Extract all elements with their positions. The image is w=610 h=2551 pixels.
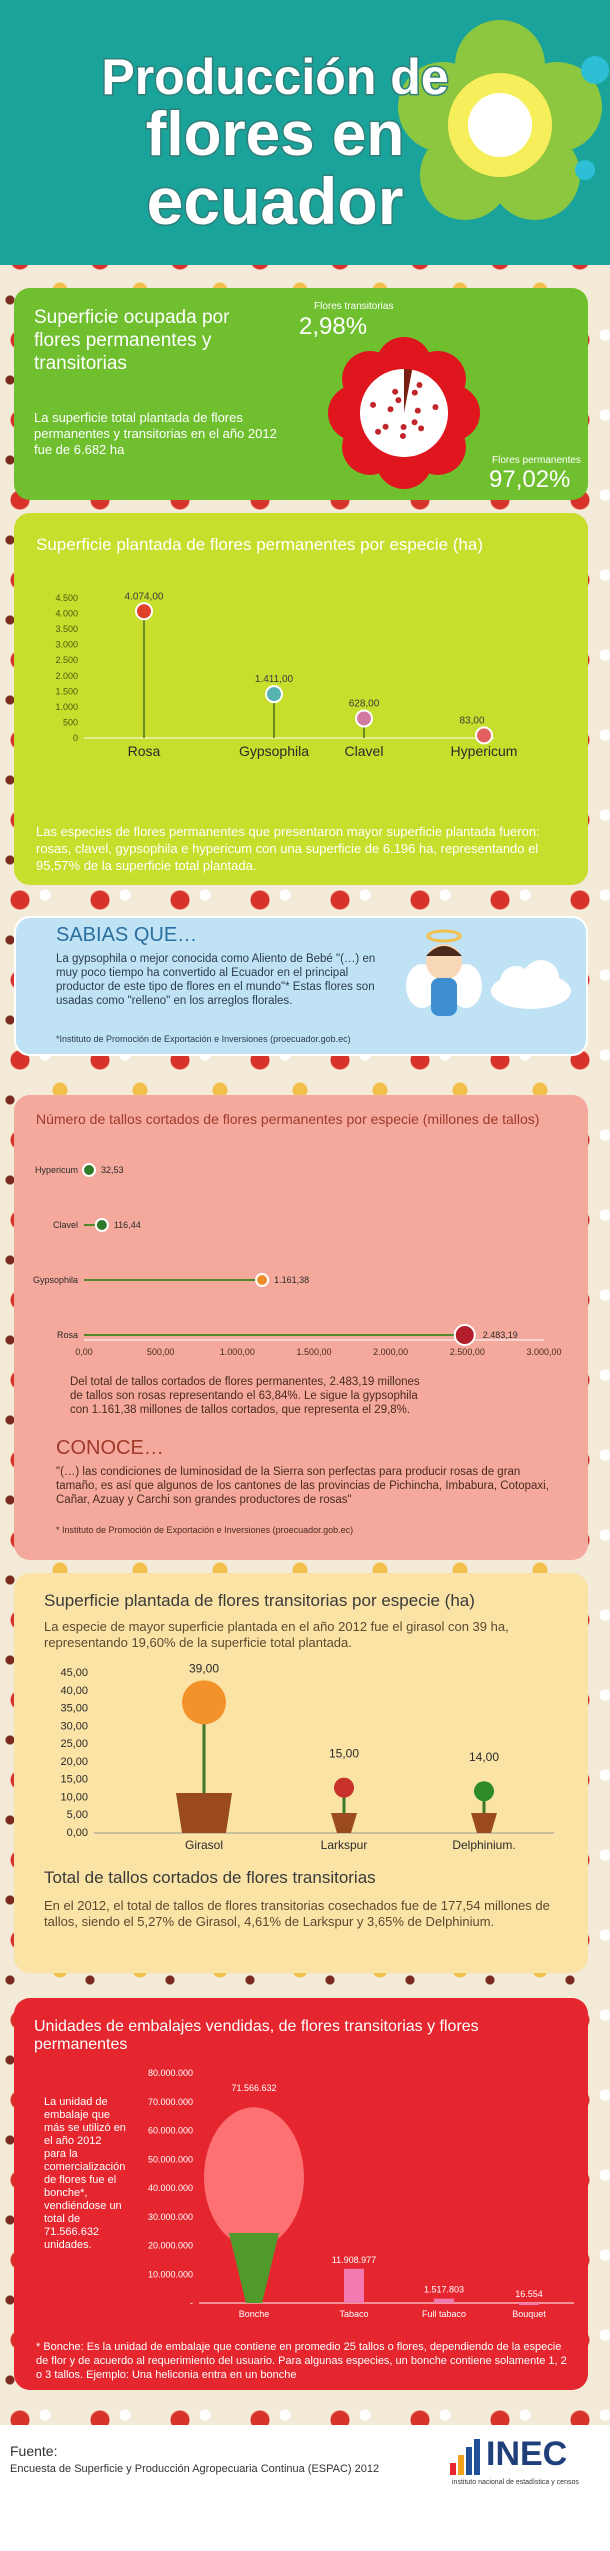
plant-flower — [474, 1781, 494, 1801]
y-tick-label: 500 — [62, 717, 78, 728]
category-label: Delphinium. — [452, 1838, 516, 1852]
title-line-2: flores en — [145, 100, 405, 169]
section4-text: La especie de mayor superficie plantada en el año 2012 fue el girasol con 39 ha, representando 19,60% de la superficie total plantada. — [44, 1619, 509, 1650]
data-label: 116,44 — [113, 1220, 141, 1230]
plant-flower — [334, 1778, 354, 1798]
section2-text: Las especies de flores permanentes que presentaron mayor superficie plantada fueron: rosas, clavel, gypsophila e hypericum con una superficie de 6.196 ha, representando el 95,57% de la superficie total plantada. — [36, 824, 540, 873]
cloud-icon — [486, 958, 576, 1013]
bar — [434, 2299, 454, 2303]
data-label: 1.161,38 — [274, 1275, 310, 1285]
pie-dot — [383, 424, 389, 430]
pie-label-transitorias: Flores transitorias — [314, 301, 394, 312]
category-label: Clavel — [344, 743, 384, 759]
chart-packaging — [124, 2058, 584, 2328]
pie-dot — [400, 433, 406, 439]
plant-flower — [182, 1680, 226, 1724]
y-tick-label: 45,00 — [60, 1667, 88, 1679]
y-tick-label: 0,00 — [66, 1827, 88, 1839]
inec-logo-icon — [448, 2437, 488, 2477]
data-label: 628,00 — [348, 698, 380, 710]
category-label: Rosa — [127, 743, 161, 759]
y-tick-label: 30,00 — [60, 1720, 88, 1733]
plant-pot — [331, 1813, 357, 1833]
pie-dot — [432, 404, 438, 410]
y-tick-label: 2.500 — [55, 655, 78, 666]
data-label: 1.517.803 — [423, 2284, 465, 2295]
y-tick-label: 40.000.000 — [147, 2183, 193, 2193]
data-label: 4.074,00 — [124, 591, 164, 603]
conoce-title: CONOCE… — [56, 1437, 164, 1459]
category-label: Full tabaco — [421, 2309, 467, 2319]
logo-text: INEC — [486, 2435, 568, 2473]
data-label: 15,00 — [328, 1746, 360, 1761]
bouquet-shape — [204, 2107, 304, 2247]
y-tick-label: 4.000 — [55, 608, 78, 619]
data-label: 2.483,19 — [482, 1330, 518, 1340]
section4-subtitle: Total de tallos cortados de flores transitorias — [44, 1868, 376, 1887]
category-label: Girasol — [184, 1838, 224, 1852]
pie-dot — [388, 406, 394, 412]
pie-dot — [395, 397, 401, 403]
category-label: Bouquet — [512, 2309, 546, 2319]
data-label: 16.554 — [515, 2288, 543, 2299]
plant-pot — [176, 1793, 232, 1833]
title-line-3: ecuador — [146, 164, 404, 238]
sabias-note: *Instituto de Promoción de Exportación e Inversiones (proecuador.gob.ec) — [56, 1034, 351, 1044]
pie-dot — [416, 382, 422, 388]
chart-permanent-area — [34, 588, 574, 788]
category-label: Clavel — [52, 1220, 78, 1230]
section4-title: Superficie plantada de flores transitorias por especie (ha) — [44, 1591, 475, 1610]
section2-title: Superficie plantada de flores permanentes por especie (ha) — [36, 535, 483, 554]
y-tick-label: 1.000 — [55, 701, 78, 712]
data-label: 71.566.632 — [231, 2083, 277, 2094]
section5-side-text: La unidad de embalaje que más se utilizó en el año 2012 para la comercialización de flores fue el bonche*, vendiéndose un total de 71.566.632 unidades. — [44, 2096, 126, 2251]
category-label: Bonche — [238, 2309, 270, 2319]
x-tick-label: 500,00 — [146, 1347, 175, 1357]
data-label: 39,00 — [188, 1663, 220, 1676]
conoce-note: * Instituto de Promoción de Exportación e Inversiones (proecuador.gob.ec) — [56, 1525, 354, 1535]
data-label: 1.411,00 — [254, 674, 294, 686]
category-label: Larkspur — [320, 1838, 368, 1852]
category-label: Hypericum — [450, 743, 518, 759]
pie-dot — [375, 429, 381, 435]
section4-subtext: En el 2012, el total de tallos de flores transitorias cosechados fue de 177,54 millones de tallos, siendo el 5,27% de Girasol, 4,61% de Larkspur y 3,65% de Delphinium. — [44, 1898, 550, 1929]
y-tick-label: 1.500 — [55, 686, 78, 697]
x-tick-label: 2.500,00 — [449, 1347, 485, 1357]
y-tick-label: 70.000.000 — [147, 2096, 193, 2107]
sabias-text: La gypsophila o mejor conocida como Aliento de Bebé "(…) en muy poco tiempo ha convertido al Ecuador en el principal productor de este tipo de flores en el mundo"* Estas flores son usadas como "relleno" en los arreglos florales. — [56, 953, 376, 1007]
bar — [344, 2269, 364, 2303]
sabias-title: SABIAS QUE… — [56, 924, 198, 946]
y-tick-label: 25,00 — [60, 1738, 88, 1751]
pie-value-permanentes: 97,02% — [489, 466, 571, 493]
pie-dot — [401, 424, 407, 430]
y-tick-label: 15,00 — [60, 1773, 88, 1786]
section-packaging — [14, 1998, 588, 2390]
bar-flower — [455, 1325, 475, 1345]
category-label: Rosa — [56, 1330, 78, 1340]
pie-dot — [412, 390, 418, 396]
title-line-1: Producción de — [101, 49, 449, 105]
y-tick-label: 3.000 — [55, 639, 78, 650]
chart-transient-area — [34, 1663, 574, 1853]
bar-flower — [136, 603, 152, 619]
category-label: Hypericum — [34, 1165, 78, 1175]
pie-dot — [412, 419, 418, 425]
y-tick-label: 80.000.000 — [147, 2068, 193, 2078]
data-label: 32,53 — [100, 1165, 124, 1175]
x-tick-label: 1.500,00 — [296, 1347, 332, 1357]
pie-label-permanentes: Flores permanentes — [492, 455, 581, 466]
y-tick-label: 3.500 — [55, 624, 78, 635]
logo-subtext: instituto nacional de estadística y censos — [452, 2479, 579, 2486]
section-transient-area — [14, 1573, 588, 1973]
data-label: 83,00 — [459, 715, 485, 727]
y-tick-label: 40,00 — [60, 1684, 88, 1697]
pie-slice-flores-permanentes — [360, 369, 448, 457]
footer — [0, 2425, 610, 2551]
angel-icon — [404, 926, 484, 1026]
section1-title: Superficie ocupada por flores permanentes y transitorias — [34, 307, 230, 374]
y-tick-label: 50.000.000 — [147, 2154, 193, 2165]
conoce-text: "(…) las condiciones de luminosidad de la Sierra son perfectas para producir rosas de gran tamaño, es así que algunos de los cantones de las provincias de Pichincha, Imbabura, Cotopaxi, Cañar, Azuay y Carchi son grandes productores de rosas" — [56, 1466, 549, 1506]
section5-note: * Bonche: Es la unidad de embalaje que contiene en promedio 25 tallos o flores, dependiendo de la especie de flor y de acuerdo al requerimiento del usuario. Para algunas especies, un bonche contiene solamente 1, 2 o 3 tallos. Ejemplo: Una heliconia entra en un bonche — [36, 2341, 567, 2381]
x-tick-label: 1.000,00 — [219, 1347, 255, 1357]
section3-title: Número de tallos cortados de flores permanentes por especie (millones de tallos) — [36, 1111, 540, 1127]
y-tick-label: 30.000.000 — [147, 2211, 193, 2222]
bar-flower — [476, 727, 492, 743]
y-tick-label: 35,00 — [60, 1702, 88, 1715]
source-text: Encuesta de Superficie y Producción Agropecuaria Continua (ESPAC) 2012 — [10, 2463, 380, 2475]
y-tick-label: 4.500 — [55, 593, 78, 603]
x-tick-label: 2.000,00 — [373, 1347, 409, 1357]
y-tick-label: 20,00 — [60, 1755, 88, 1768]
x-tick-label: 3.000,00 — [526, 1347, 562, 1357]
bar-flower — [356, 710, 372, 726]
section-permanent-area — [14, 513, 588, 885]
bar-flower — [96, 1219, 108, 1231]
bar-flower — [83, 1164, 95, 1176]
category-label: Gypsophila — [238, 743, 310, 759]
x-tick-label: 0,00 — [75, 1347, 93, 1357]
y-tick-label: 60.000.000 — [147, 2125, 193, 2136]
bar-flower — [266, 686, 282, 702]
section-surface-total — [14, 288, 588, 500]
section1-text: La superficie total plantada de flores permanentes y transitorias en el año 2012 fue de 6.682 ha — [34, 410, 277, 457]
category-label: Tabaco — [339, 2309, 369, 2319]
bar-flower — [256, 1274, 268, 1286]
y-tick-label: 20.000.000 — [147, 2240, 193, 2251]
source-label: Fuente: — [10, 2443, 58, 2459]
chart-permanent-stems — [24, 1150, 584, 1365]
category-label: Gypsophila — [32, 1275, 78, 1285]
section3-text: Del total de tallos cortados de flores permanentes, 2.483,19 millones de tallos son rosas representando el 63,84%. Le sigue la gypsophila con 1.161,38 millones de tallos cortados, que representa el 29,8%. — [70, 1376, 420, 1416]
y-tick-label: 0 — [72, 733, 78, 743]
pie-dot — [415, 408, 421, 414]
y-tick-label: 2.000 — [55, 670, 78, 681]
plant-pot — [471, 1813, 497, 1833]
y-tick-label: 5,00 — [66, 1809, 88, 1822]
pie-dot — [370, 402, 376, 408]
bar — [519, 2303, 539, 2305]
y-tick-label: 10.000.000 — [147, 2269, 193, 2280]
pie-dot — [418, 425, 424, 431]
header-banner — [0, 0, 610, 265]
bouquet-stems — [229, 2233, 279, 2303]
section-permanent-stems — [14, 1095, 588, 1560]
data-label: 14,00 — [468, 1750, 500, 1765]
data-label: 11.908.977 — [331, 2254, 377, 2265]
pie-chart — [324, 333, 484, 493]
y-tick-label: 10,00 — [60, 1791, 88, 1804]
section5-title: Unidades de embalajes vendidas, de flores transitorias y flores permanentes — [34, 2018, 479, 2053]
pie-value-transitorias: 2,98% — [299, 313, 368, 340]
y-tick-label: - — [190, 2298, 193, 2308]
section-sabias-que — [14, 916, 588, 1056]
pie-dot — [392, 389, 398, 395]
